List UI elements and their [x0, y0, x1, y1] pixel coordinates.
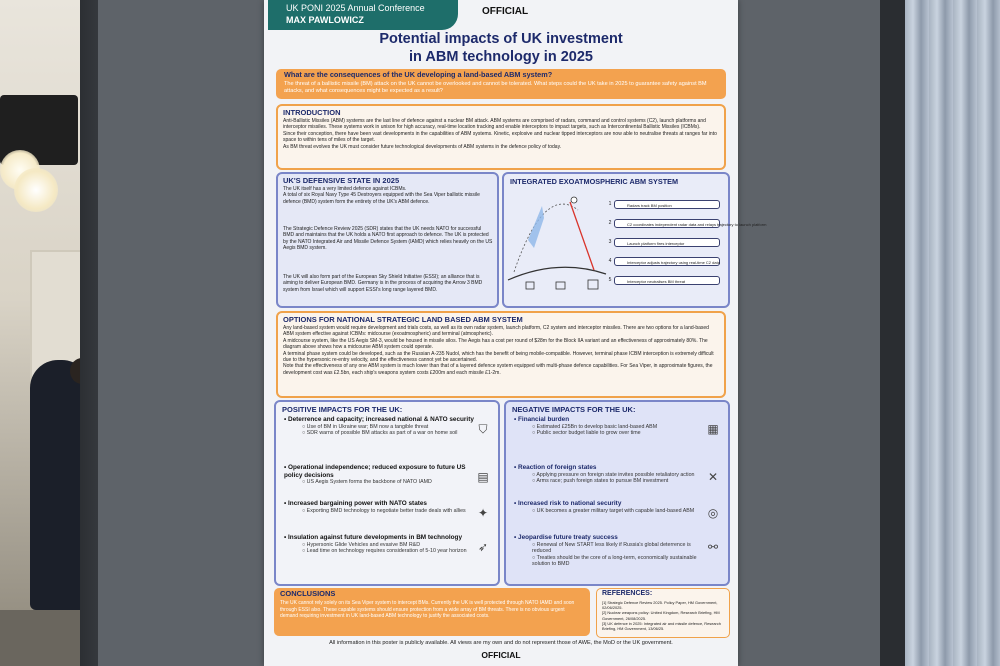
official-marking-bottom: OFFICIAL — [481, 650, 521, 660]
poster — [264, 0, 767, 666]
impact-title: • Operational independence; reduced exposure to future US policy decisions — [284, 464, 466, 479]
diagram-step-number: 4 — [608, 258, 612, 264]
radar-beam — [528, 206, 544, 248]
document-icon: ▤ — [477, 470, 489, 484]
bm-trajectory — [514, 204, 578, 272]
references-text: [1] Strategic Defence Review 2025. Policy Paper, HM Government, 02/06/2025. [2] Nuclear weapons policy: United Kingdom, Research Briefing, HM Government, 26/08/2025. [3] UK defence in 2025: Integrated air and missile defence, Research Briefing, HM Government, 13/06/25. — [602, 600, 721, 632]
impact-item — [284, 416, 479, 437]
disclaimer: All information in this poster is publicly available. All views are my own and do not represent those of AWE, the MoD or the UK government. — [329, 640, 673, 646]
conclusions-text: The UK cannot rely solely on its Sea Viper system to intercept BMs. Currently the UK is well protected through NATO IAMD and soon through ESSI also. These capable systems should ensure protection from a wide array of BM threats. There is no obvious urgent demand requiring investment in UK land-based ABM technology to justify the associated costs. — [280, 600, 575, 620]
impact-detail: ○ UK becomes a greater military target with capable land-based ABM — [532, 507, 695, 514]
impact-title: • Deterrence and capacity; increased national & NATO security — [284, 416, 474, 423]
question-box — [276, 69, 726, 99]
title-line-2: in ABM technology in 2025 — [409, 49, 593, 65]
impact-item — [284, 464, 479, 486]
diagram-step-label: Interceptor adjusts trajectory using real-time C2 data — [614, 257, 720, 266]
defensive-state-p2: The Strategic Defence Review 2025 (SDR) states that the UK needs NATO for successful BMD and maintains that the UK holds a NATO first approach to defence. The UK is protected by the NATO Integrated Air and Missile Defence System (IAMD) which relies heavily on the US Aegis BMD system. — [283, 226, 493, 252]
c2-site — [556, 282, 565, 289]
defensive-state-p1: The UK itself has a very limited defence against ICBMs. A total of six Royal Navy Type 45 Destroyers equipped with the Sea Viper ballistic missile defence (BMD) system form the entirety of the UK's ABM defence. — [283, 186, 480, 205]
impact-item — [514, 416, 709, 437]
diagram-step-number: 3 — [608, 239, 612, 245]
impact-item — [284, 500, 479, 514]
conclusions-heading: CONCLUSIONS — [280, 589, 336, 598]
introduction-section — [276, 104, 726, 170]
introduction-text: Anti-Ballistic Missiles (ABM) systems are the last line of defence against a nuclear BM attack. ABM systems are comprised of radars, command and control systems (C2), launch platforms and interceptor missiles. These systems work in unison for high accuracy, real-time location tracking and enable interceptors to impact targets, such as Intercontinental Ballistic Missiles (ICBMs). Since their conception, there have been vast developments in the capabilities of ABM systems. Kinetic, explosive and nuclear tipped interceptors are now able to neutralise threats at ranges far into space to within tens of miles of the target. As BM threat evolves the UK must consider future technological developments of ABM systems in the defence policy of today. — [283, 118, 717, 150]
impact-title: • Jeopardise future treaty success — [514, 534, 618, 541]
missile-icon: ➶ — [477, 540, 489, 554]
lamp-glow — [14, 168, 58, 212]
impact-title: • Increased risk to national security — [514, 500, 622, 507]
diagram-step-label: Launch platform fires interceptor — [614, 238, 720, 247]
launch-platform — [588, 280, 598, 289]
negative-heading: NEGATIVE IMPACTS FOR THE UK: — [512, 405, 636, 414]
defensive-state-p3: The UK will also form part of the European Sky Shield Initiative (ESSI); an alliance that is aiming to deliver European BMD. Germany is in the process of acquiring the Arrow 3 BMD system from Israel which will support ESSI's long range layered BMD. — [283, 274, 483, 293]
references-heading: REFERENCES: — [602, 590, 653, 597]
conclusions-section — [274, 588, 590, 636]
impact-title: • Financial burden — [514, 416, 570, 423]
positive-heading: POSITIVE IMPACTS FOR THE UK: — [282, 405, 403, 414]
defensive-state-heading: UK'S DEFENSIVE STATE IN 2025 — [283, 176, 400, 185]
conference-badge — [268, 0, 458, 30]
impact-detail: ○ Use of BM in Ukraine war; BM now a tangible threat — [302, 423, 429, 430]
impact-detail: ○ US Aegis System forms the backbone of NATO IAMD — [302, 479, 432, 486]
diagram-step-number: 1 — [608, 201, 612, 207]
impact-detail: ○ Public sector budget liable to grow over time — [532, 430, 641, 437]
money-icon: ▦ — [707, 422, 719, 436]
impact-title: • Insulation against future developments in BM technology — [284, 534, 462, 541]
diagram-step-label: Radars track BM position — [614, 200, 720, 209]
diagram-step-label: Interceptor neutralises BM threat — [614, 276, 720, 285]
intercept-point — [571, 197, 577, 203]
impact-detail: ○ Arms race; push foreign states to pursue BM investment — [532, 478, 669, 485]
compass-icon: ✦ — [477, 506, 489, 520]
positive-impacts-section — [274, 400, 500, 586]
poster-title — [264, 30, 738, 66]
target-icon: ◎ — [707, 506, 719, 520]
impact-title: • Increased bargaining power with NATO states — [284, 500, 427, 507]
impact-item — [514, 464, 709, 485]
introduction-heading: INTRODUCTION — [283, 108, 341, 117]
impact-item — [514, 500, 709, 514]
question-text: The threat of a ballistic missile (BM) attack on the UK cannot be overlooked and cannot be tolerated. What steps could the UK take in 2025 to guarantee safety against BM attacks, and what consequences might be expected as a result? — [284, 81, 707, 94]
impact-detail: ○ Renewal of New START less likely if Russia's global deterrence is reduced — [532, 541, 691, 555]
impact-item — [284, 534, 479, 555]
diagram-step-number: 2 — [608, 220, 612, 226]
shield-icon: ⛉ — [478, 422, 488, 436]
title-line-1: Potential impacts of UK investment — [379, 31, 623, 47]
diagram-step-number: 5 — [608, 277, 612, 283]
official-marking-top: OFFICIAL — [482, 6, 529, 17]
badge-conference: UK PONI 2025 Annual Conference — [286, 3, 425, 13]
abm-diagram — [502, 172, 767, 308]
interceptor-path — [570, 202, 594, 270]
options-section — [276, 311, 726, 398]
impact-detail: ○ SDR warns of possible BM attacks as part of a war on home soil — [302, 430, 458, 437]
impact-detail: ○ Estimated £25Bn to develop basic land-based ABM — [532, 423, 658, 430]
references-section — [596, 588, 730, 638]
handshake-icon: ⚯ — [707, 540, 719, 554]
diagram-step-label: C2 coordinates independent radar data and relays trajectory to launch platform — [614, 219, 720, 228]
impact-title: • Reaction of foreign states — [514, 464, 597, 471]
options-heading: OPTIONS FOR NATIONAL STRATEGIC LAND BASED ABM SYSTEM — [283, 315, 523, 324]
defensive-state-section — [276, 172, 499, 308]
curtain — [905, 0, 1000, 666]
impact-detail: ○ Exporting BMD technology to negotiate better trade deals with allies — [302, 507, 466, 514]
negative-impacts-section — [504, 400, 730, 586]
impact-detail: ○ Applying pressure on foreign state invites possible retaliatory action — [532, 471, 695, 478]
diagram-heading: INTEGRATED EXOATMOSPHERIC ABM SYSTEM — [510, 177, 679, 186]
earth-surface — [508, 267, 606, 280]
question-heading: What are the consequences of the UK developing a land-based ABM system? — [284, 70, 553, 79]
options-text: Any land-based system would require development and trials costs, as well as its own radar system, launch platform, C2 system and interceptor missiles. There are two options for a land-based ABM system effective against ICBMs: midcourse (exoatmospheric) and terminal (atmospheric). A midcourse system, like the US Aegis SM-3, would be housed in missile silos. The Aegis has a cost per round of $28m for the Block IIA variant and an effectiveness of approximately 80%. The diagram above shows how a midcourse ABM system could operate. A terminal phase system could be developed, such as the Russian A-235 Nudol, which has the benefit of being mobile-compatible. However, terminal phase ICBM interception is extremely difficult due to the hypersonic re-entry velocity, and the effectiveness cannot yet be ascertained. Note that the effectiveness of any one ABM system is much lower than that of a layered defence system equipped with multi-phase defence capabilities. For Sea Viper, in approximate figures, the development cost was £2.5bn, each ship's weapons system costs £200m and each missile £1-2m. — [283, 325, 714, 376]
impact-detail: ○ Lead time on technology requires consideration of 5-10 year horizon — [302, 548, 467, 555]
trajectory-illustration — [508, 188, 606, 300]
radar-site — [526, 282, 534, 289]
badge-author: MAX PAWLOWICZ — [286, 15, 364, 25]
crossed-swords-icon: ✕ — [707, 470, 719, 484]
impact-item — [514, 534, 709, 568]
impact-detail: ○ Treaties should be the core of a long-term, economically sustainable solution to BMD — [532, 554, 697, 568]
impact-detail: ○ Hypersonic Glide Vehicles and evasive BM R&D — [302, 541, 421, 548]
